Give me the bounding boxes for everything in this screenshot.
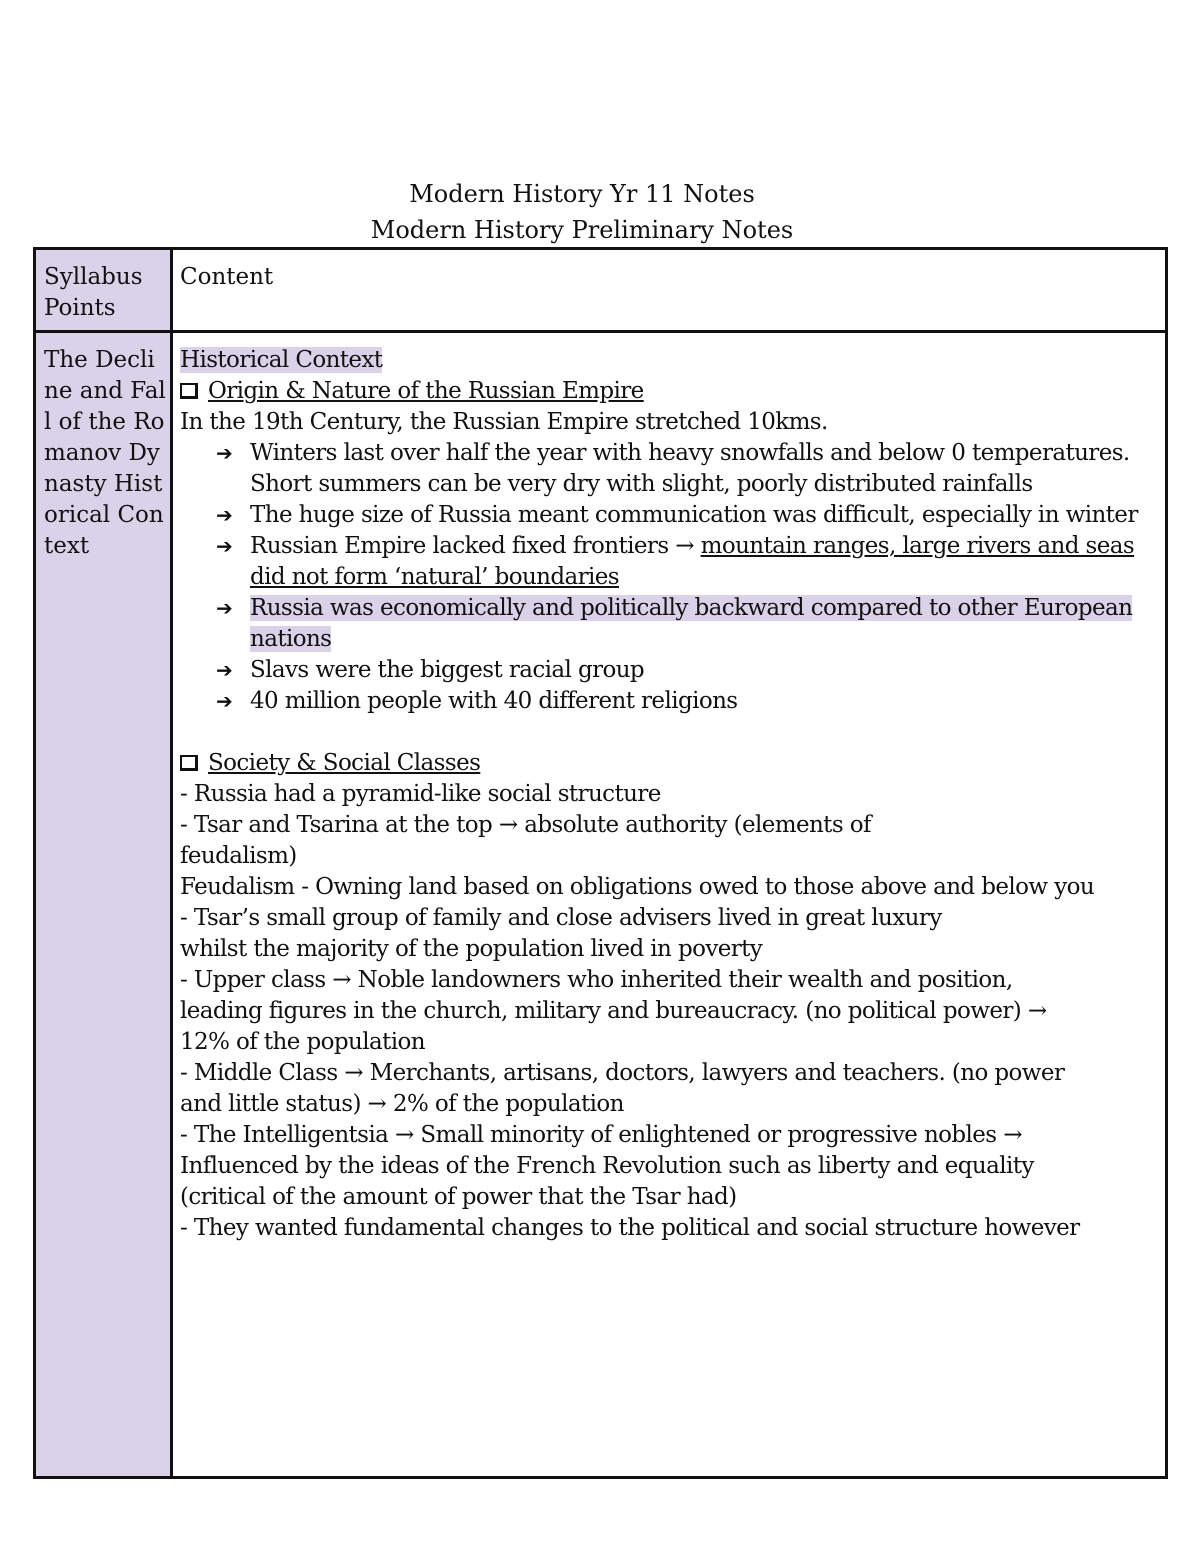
arrow-bullet-icon: ➔ [216, 534, 233, 558]
society-line: - Middle Class → Merchants, artisans, doctors, lawyers and teachers. (no power [180, 1060, 1065, 1086]
bullet-text: The huge size of Russia meant communication was difficult, especially in winter [250, 502, 1138, 528]
society-line: whilst the majority of the population lived in poverty [180, 936, 763, 962]
society-line: leading figures in the church, military and bureaucracy. (no political power) → [180, 998, 1047, 1024]
notes-table [33, 247, 1168, 1479]
frontiers-underlined: mountain ranges, large rivers and seas did not form ‘natural’ boundaries [250, 533, 1135, 590]
arrow-bullet-icon: ➔ [216, 596, 233, 620]
society-line: - Russia had a pyramid-like social structure [180, 781, 661, 807]
content-header: Content [180, 264, 274, 290]
subsection-origin-title: Origin & Nature of the Russian Empire [208, 378, 644, 404]
subsection-origin-heading [180, 376, 1165, 407]
society-line: - Tsar and Tsarina at the top → absolute authority (elements of [180, 812, 871, 838]
bullet-text: Slavs were the biggest racial group [250, 657, 645, 683]
arrow-bullet-icon: ➔ [216, 503, 233, 527]
checkbox-icon [180, 755, 198, 771]
document-subtitle: Modern History Preliminary Notes [370, 216, 794, 244]
list-item [180, 438, 1165, 500]
arrow-bullet-icon: ➔ [216, 689, 233, 713]
page-header [0, 176, 1164, 248]
society-line: - Tsar’s small group of family and close advisers lived in great luxury [180, 905, 942, 931]
document-title: Modern History Yr 11 Notes [409, 180, 755, 208]
section-title: Historical Context [180, 347, 383, 373]
bullet-text [250, 531, 1165, 593]
society-line: - The Intelligentsia → Small minority of enlightened or progressive nobles → [180, 1122, 1022, 1148]
row-divider [36, 330, 1165, 333]
highlighted-bullet-text: Russia was economically and politically backward compared to other European nations [250, 595, 1133, 652]
society-line: (critical of the amount of power that the Tsar had) [180, 1184, 737, 1210]
list-item [180, 686, 1165, 717]
bullet-text: 40 million people with 40 different religions [250, 688, 738, 714]
frontiers-text: Russian Empire lacked fixed frontiers → [250, 533, 701, 559]
arrow-bullet-icon: ➔ [216, 658, 233, 682]
subsection-society-heading [180, 748, 1165, 779]
society-line: feudalism) [180, 843, 297, 869]
checkbox-icon [180, 383, 198, 399]
syllabus-points-header: Syllabus Points [44, 264, 143, 321]
list-item [180, 593, 1165, 655]
syllabus-point-text: The Decline and Fall of the Romanov Dynasty Historical Context [44, 347, 166, 559]
list-item [180, 655, 1165, 686]
list-item [180, 500, 1165, 531]
society-line: and little status) → 2% of the population [180, 1091, 624, 1117]
society-line: Feudalism - Owning land based on obligations owed to those above and below you [180, 874, 1095, 900]
society-line: - Upper class → Noble landowners who inherited their wealth and position, [180, 967, 1013, 993]
society-line: Influenced by the ideas of the French Revolution such as liberty and equality [180, 1153, 1034, 1179]
subsection-society-title: Society & Social Classes [208, 750, 481, 776]
society-line: 12% of the population [180, 1029, 425, 1055]
list-item [180, 531, 1165, 593]
arrow-bullet-icon: ➔ [216, 441, 233, 465]
society-line: - They wanted fundamental changes to the political and social structure however [180, 1215, 1080, 1241]
bullet-text: Winters last over half the year with heavy snowfalls and below 0 temperatures. Short summers can be very dry with slight, poorly distributed rainfalls [250, 440, 1130, 497]
content-body [180, 345, 1165, 1244]
origin-intro: In the 19th Century, the Russian Empire stretched 10kms. [180, 409, 828, 435]
